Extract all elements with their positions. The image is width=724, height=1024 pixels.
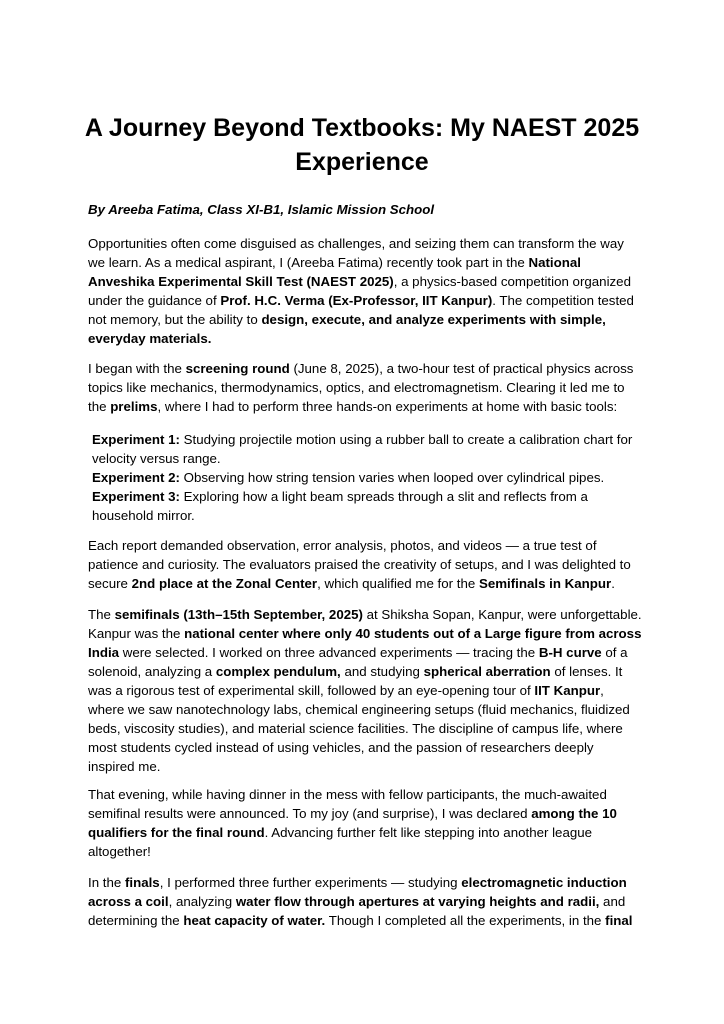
bold-text: prelims [110,399,158,414]
experiment-label: Experiment 2: [92,470,180,485]
text: . Advancing further felt like stepping into another league altogether! [88,825,593,859]
bold-text: screening round [185,361,290,376]
bold-text: semifinals (13th–15th September, 2025) [114,607,363,622]
text: That evening, while having dinner in the mess with fellow participants, the much-awaited semifinal results were announced. To my joy (and surprise), I was declared [88,787,607,821]
experiment-label: Experiment 3: [92,489,180,504]
text: were selected. I worked on three advanced experiments — tracing the [119,645,539,660]
experiment-text: Studying projectile motion using a rubber ball to create a calibration chart for velocity versus range. [92,432,633,466]
experiments-list [88,430,643,525]
text: and studying [340,664,424,679]
text: I began with the [88,361,186,376]
bold-text: complex pendulum, [215,664,341,679]
bold-text: 2nd place at the Zonal Center [131,576,318,591]
bold-text: national center where only 40 students out of a Large figure from across India [88,626,642,660]
text: The [88,607,115,622]
text: (June 8, 2025), a two-hour test of practical physics across topics like mechanics, thermodynamics, optics, and electromagnetism. Clearing it led me to the [88,361,634,414]
screening-paragraph [88,359,643,416]
experiment-text: Observing how string tension varies when looped over cylindrical pipes. [179,470,605,485]
bold-text: electromagnetic induction across a coil [88,875,627,909]
text: , where we saw nanotechnology labs, chemical engineering setups (fluid mechanics, fluidized beds, viscosity studies), and material science facilities. The discipline of campus life, where most students cycled instead of using vehicles, and the passion of researchers deeply inspired me. [88,683,630,774]
bold-text: Semifinals in Kanpur [478,576,612,591]
text: and determining the [88,894,626,928]
bold-text: final [605,913,633,928]
text: of a solenoid, analyzing a [88,645,628,679]
text: . The competition tested not memory, but the ability to [88,293,634,327]
semifinals-paragraph [88,605,643,776]
experiment-label: Experiment 1: [92,432,180,447]
text: , which qualified me for the [317,576,479,591]
experiment-item [88,430,643,468]
experiment-text: Exploring how a light beam spreads through a slit and reflects from a household mirror. [92,489,588,523]
bold-text: National Anveshika Experimental Skill Test (NAEST 2025) [88,255,581,289]
text: , I performed three further experiments — studying [159,875,462,890]
intro-paragraph [88,234,643,348]
article-title: A Journey Beyond Textbooks: My NAEST 2025 Experience [84,114,640,176]
bold-text: design, execute, and analyze experiments with simple, everyday materials. [88,312,606,346]
text: Opportunities often come disguised as challenges, and seizing them can transform the way we learn. As a medical aspirant, I (Areeba Fatima) recently took part in the [88,236,624,270]
text: of lenses. It was a rigorous test of experimental skill, followed by an eye-opening tour of [88,664,623,698]
text: Each report demanded observation, error analysis, photos, and videos — a true test of patience and curiosity. The evaluators praised the creativity of setups, and I was delighted to secure [88,538,631,591]
byline: By Areeba Fatima, Class XI-B1, Islamic Mission School [88,202,435,217]
experiment-item [88,468,643,487]
text: . [611,576,615,591]
experiment-item [88,487,643,525]
bold-text: spherical aberration [423,664,551,679]
report-paragraph [88,536,643,593]
results-paragraph [88,785,643,861]
bold-text: IIT Kanpur [534,683,601,698]
bold-text: water flow through apertures at varying heights and radii, [235,894,600,909]
text: In the [88,875,125,890]
text: Though I completed all the experiments, in the [325,913,606,928]
bold-text: finals [124,875,160,890]
text: , where I had to perform three hands-on experiments at home with basic tools: [157,399,618,414]
text: , a physics-based competition organized under the guidance of [88,274,631,308]
bold-text: heat capacity of water. [183,913,326,928]
bold-text: among the 10 qualifiers for the final round [88,806,617,840]
bold-text: B-H curve [538,645,602,660]
bold-text: Prof. H.C. Verma (Ex-Professor, IIT Kanpur) [220,293,493,308]
text: at Shiksha Sopan, Kanpur, were unforgettable. Kanpur was the [88,607,642,641]
text: , analyzing [168,894,236,909]
finals-paragraph [88,873,643,930]
